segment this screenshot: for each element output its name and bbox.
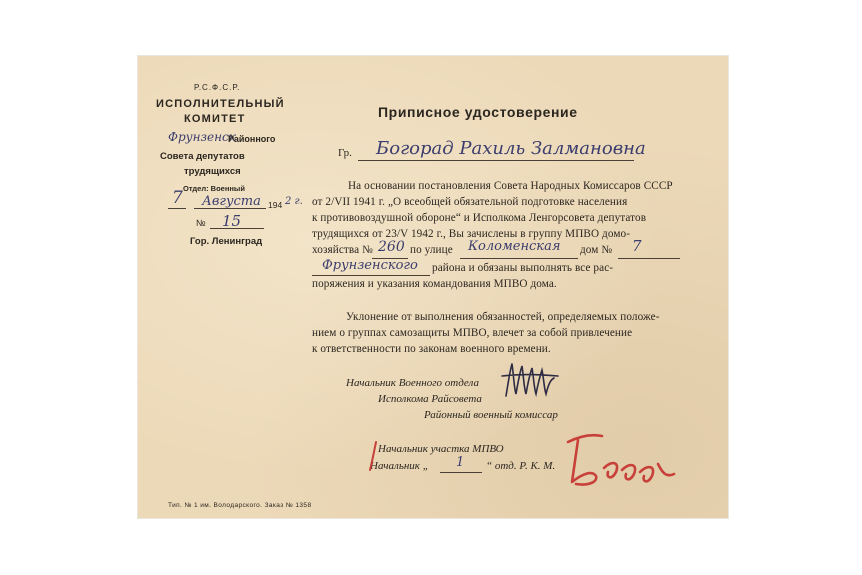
para2-line3: к ответственности по законам военного времени. bbox=[312, 343, 551, 355]
council-line2: трудящихся bbox=[184, 166, 241, 177]
para1-line3: к противовоздушной обороне“ и Исполкома Ленгорсовета депутатов bbox=[312, 212, 647, 224]
household-number: 260 bbox=[378, 239, 405, 255]
date-day-underline bbox=[168, 208, 186, 209]
red-pencil-signature bbox=[558, 428, 680, 492]
signature-line4: Начальник участка МПВО bbox=[378, 443, 504, 455]
para1-line4: трудящихся от 23/V 1942 г., Вы зачислены в группу МПВО домо- bbox=[312, 228, 631, 240]
council-line1: Совета депутатов bbox=[160, 151, 245, 162]
committee-line1: ИСПОЛНИТЕЛЬНЫЙ bbox=[156, 98, 285, 110]
street-name: Коломенская bbox=[468, 239, 561, 254]
street-label: по улице bbox=[410, 244, 453, 256]
date-year-prefix: 194 bbox=[268, 200, 283, 210]
red-pencil-mark-small bbox=[366, 438, 384, 474]
district-underline bbox=[312, 275, 430, 276]
number-underline bbox=[210, 228, 264, 229]
recipient-name: Богорад Рахиль Залмановна bbox=[376, 138, 646, 159]
household-prefix: хозяйства № bbox=[312, 244, 373, 256]
recipient-label: Гр. bbox=[338, 147, 352, 159]
signature-line2: Исполкома Райсовета bbox=[378, 393, 482, 405]
commissar-signature bbox=[500, 356, 570, 404]
house-label: дом № bbox=[580, 244, 613, 256]
para2-line2: нием о группах самозащиты МПВО, влечет за собой привлечение bbox=[312, 327, 633, 339]
republic-label: Р.С.Ф.С.Р. bbox=[194, 83, 241, 92]
district-tail: района и обязаны выполнять все рас- bbox=[432, 262, 614, 274]
certificate-paper bbox=[138, 56, 728, 518]
recipient-underline bbox=[358, 160, 634, 161]
date-year-suffix: 2 г. bbox=[285, 196, 303, 207]
signature-line5-prefix: Начальник „ bbox=[370, 460, 429, 472]
signature-line5-underline bbox=[440, 472, 482, 473]
number-label: № bbox=[196, 218, 206, 228]
number-value: 15 bbox=[222, 212, 242, 230]
date-month-underline bbox=[194, 208, 266, 209]
para1-line1: На основании постановления Совета Народных Комиссаров СССР bbox=[348, 180, 673, 192]
signature-line5-number: 1 bbox=[456, 455, 465, 470]
para1-line2: от 2/VII 1941 г. „О всеобщей обязательной подготовке населения bbox=[312, 196, 628, 208]
house-number: 7 bbox=[632, 237, 642, 255]
district-name: Фрунзенского bbox=[322, 258, 418, 273]
district-suffix: Районного bbox=[228, 134, 276, 144]
signature-line3: Районный военный комиссар bbox=[424, 409, 558, 421]
signature-line1: Начальник Военного отдела bbox=[346, 377, 479, 389]
printer-imprint: Тип. № 1 им. Володарского. Заказ № 1358 bbox=[168, 502, 312, 509]
para2-line1: Уклонение от выполнения обязанностей, определяемых положе- bbox=[346, 311, 660, 323]
department-label: Отдел: Военный bbox=[183, 184, 245, 193]
date-month: Августа bbox=[202, 194, 261, 209]
house-underline bbox=[618, 258, 680, 259]
document-title: Приписное удостоверение bbox=[378, 104, 578, 120]
para1-end: поряжения и указания командования МПВО дома. bbox=[312, 278, 557, 290]
date-day: 7 bbox=[172, 188, 183, 208]
committee-line2: КОМИТЕТ bbox=[184, 113, 246, 125]
signature-line5-suffix: “ отд. Р. К. М. bbox=[486, 460, 556, 472]
city-label: Гор. Ленинград bbox=[190, 236, 263, 247]
district-handwritten: Фрунзенск bbox=[168, 130, 236, 144]
street-underline bbox=[460, 258, 578, 259]
